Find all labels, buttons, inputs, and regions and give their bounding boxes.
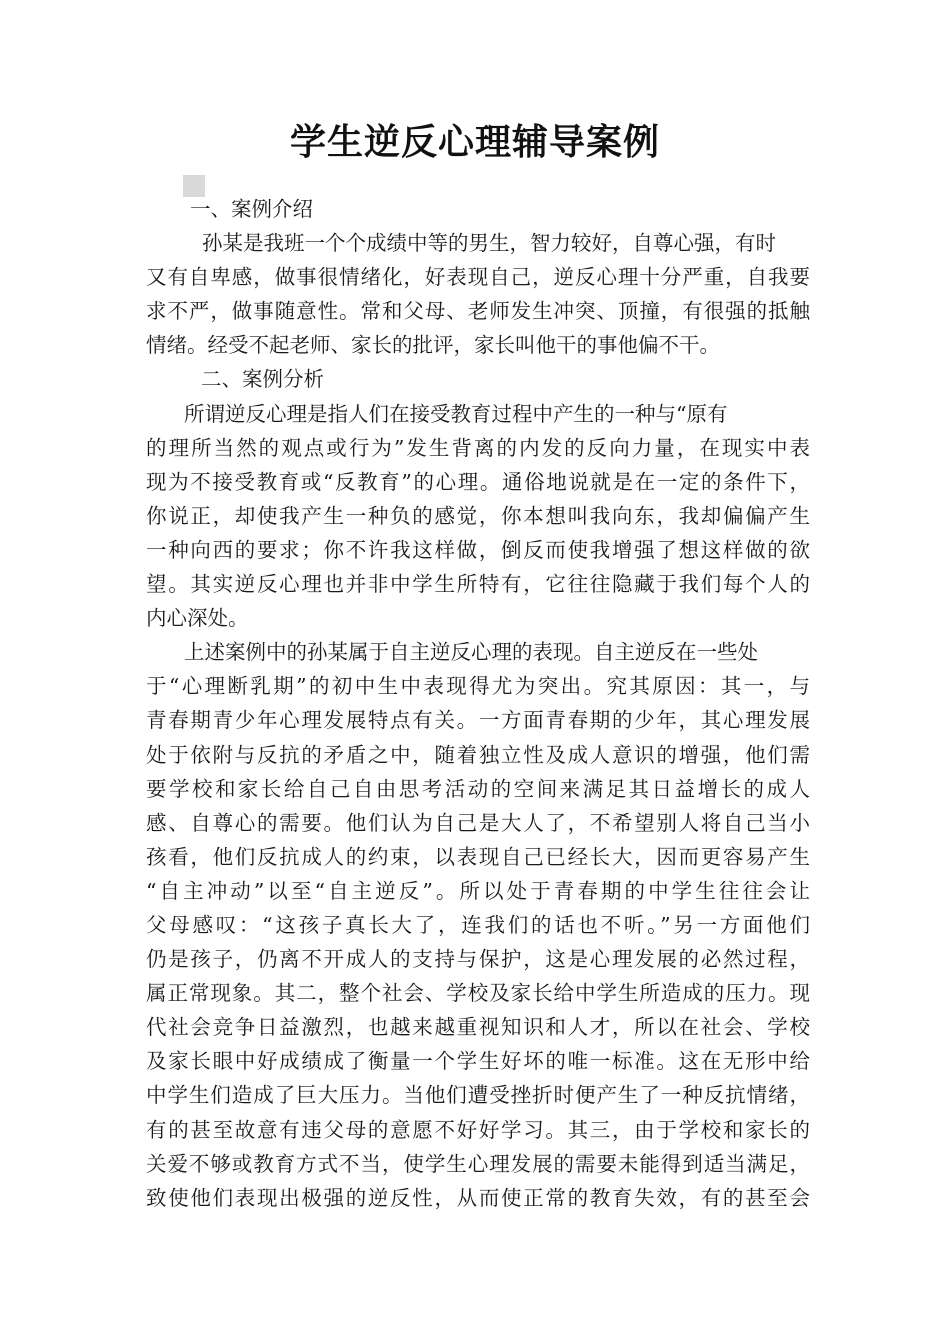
paragraph-line: 孩看，他们反抗成人的约束，以表现自己已经长大，因而更容易产生 (146, 844, 810, 869)
paragraph-line: 现为不接受教育或“反教育”的心理。通俗地说就是在一定的条件下， (146, 469, 810, 494)
paragraph-line: 情绪。经受不起老师、家长的批评，家长叫他干的事他偏不干。 (146, 333, 720, 358)
paragraph-line: 你说正，却使我产生一种负的感觉，你本想叫我向东，我却偏偏产生 (146, 503, 810, 528)
paragraph-line: 中学生们造成了巨大压力。当他们遭受挫折时便产生了一种反抗情绪， (146, 1083, 810, 1108)
paragraph-line: 仍是孩子，仍离不开成人的支持与保护，这是心理发展的必然过程， (146, 947, 810, 972)
paragraph-line: “自主冲动”以至“自主逆反”。所以处于青春期的中学生往往会让 (146, 878, 810, 903)
paragraph-line: 有的甚至故意有违父母的意愿不好好学习。其三，由于学校和家长的 (146, 1117, 810, 1142)
paragraph-line: 于“心理断乳期”的初中生中表现得尤为突出。究其原因：其一，与 (146, 674, 810, 699)
paragraph-line: 致使他们表现出极强的逆反性，从而使正常的教育失效，有的甚至会 (146, 1185, 810, 1210)
paragraph-line: 及家长眼中好成绩成了衡量一个学生好坏的唯一标准。这在无形中给 (146, 1049, 810, 1074)
paragraph-line: 求不严，做事随意性。常和父母、老师发生冲突、顶撞，有很强的抵触 (146, 299, 810, 324)
paragraph-line: 内心深处。 (146, 606, 249, 631)
paragraph-line: 望。其实逆反心理也并非中学生所特有，它往往隐藏于我们每个人的 (146, 572, 810, 597)
paragraph-line: 处于依附与反抗的矛盾之中，随着独立性及成人意识的增强，他们需 (146, 742, 810, 767)
paragraph-line: 又有自卑感，做事很情绪化，好表现自己，逆反心理十分严重，自我要 (146, 265, 810, 290)
paragraph-line: 孙某是我班一个个成绩中等的男生，智力较好，自尊心强，有时 (202, 231, 776, 256)
document-title: 学生逆反心理辅导案例 (289, 121, 660, 163)
paragraph-line: 青春期青少年心理发展特点有关。一方面青春期的少年，其心理发展 (146, 708, 810, 733)
paragraph-line: 属正常现象。其二，整个社会、学校及家长给中学生所造成的压力。现 (146, 981, 810, 1006)
paragraph-line: 关爱不够或教育方式不当，使学生心理发展的需要未能得到适当满足， (146, 1151, 810, 1176)
paragraph-line: 的理所当然的观点或行为”发生背离的内发的反向力量，在现实中表 (146, 435, 810, 460)
paragraph-line: 代社会竞争日益激烈，也越来越重视知识和人才，所以在社会、学校 (146, 1015, 810, 1040)
paragraph-line: 感、自尊心的需要。他们认为自己是大人了，不希望别人将自己当小 (146, 810, 810, 835)
paragraph-line: 一种向西的要求；你不许我这样做，倒反而使我增强了想这样做的欲 (146, 537, 810, 562)
paragraph-line: 上述案例中的孙某属于自主逆反心理的表现。自主逆反在一些处 (184, 640, 758, 665)
paragraph-line: 所谓逆反心理是指人们在接受教育过程中产生的一种与“原有 (184, 401, 728, 426)
section-heading-analysis: 二、案例分析 (201, 367, 324, 392)
paragraph-line: 要学校和家长给自己自由思考活动的空间来满足其日益增长的成人 (146, 776, 810, 801)
document-body (146, 192, 810, 1215)
paragraph-line: 父母感叹：“这孩子真长大了，连我们的话也不听。”另一方面他们 (146, 912, 810, 937)
section-heading-intro: 一、案例介绍 (190, 197, 313, 221)
